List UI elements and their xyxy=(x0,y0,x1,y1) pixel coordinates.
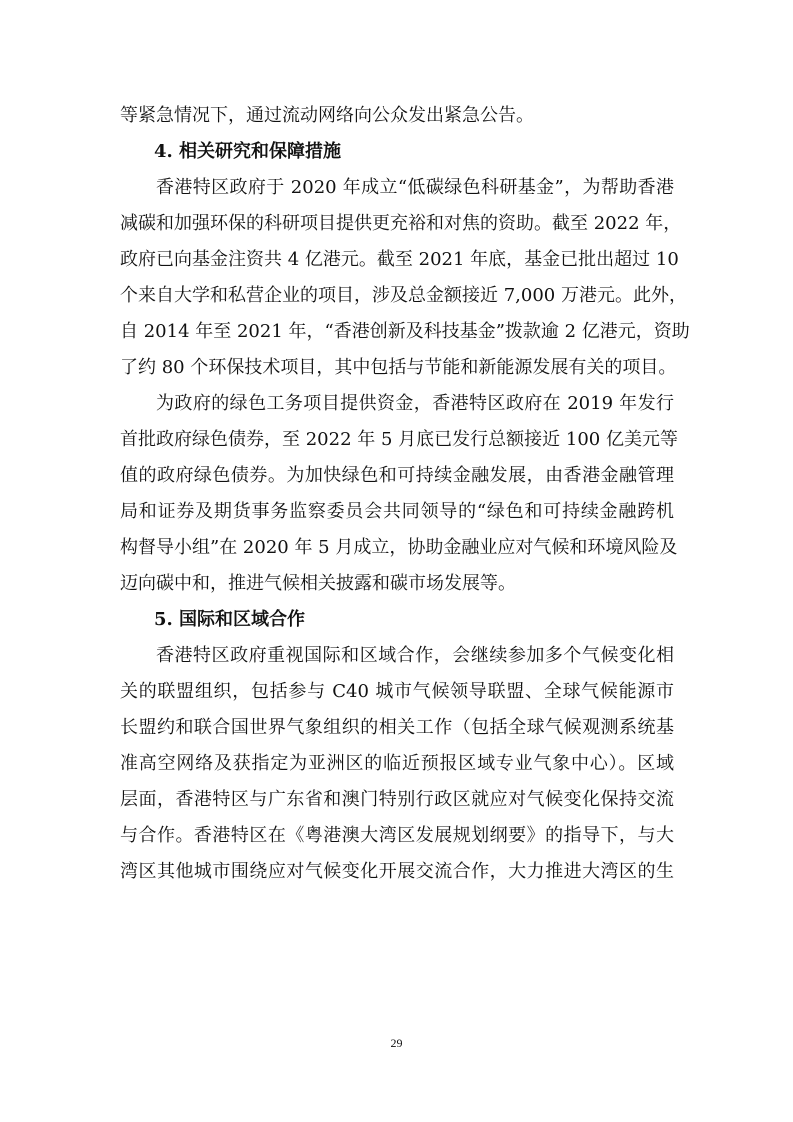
text-line: 局和证券及期货事务监察委员会共同领导的“绿色和可持续金融跨机 xyxy=(120,501,674,522)
page-number: 29 xyxy=(390,1036,403,1050)
paragraph-continued xyxy=(120,98,674,134)
text-line: 湾区其他城市围绕应对气候变化开展交流合作，大力推进大湾区的生 xyxy=(120,861,674,882)
text-line: 等紧急情况下，通过流动网络向公众发出紧急公告。 xyxy=(120,105,534,126)
text-line: 与合作。香港特区在《粤港澳大湾区发展规划纲要》的指导下，与大 xyxy=(120,825,674,846)
text-line: 香港特区政府重视国际和区域合作，会继续参加多个气候变化相 xyxy=(156,645,674,666)
section-heading-5: 5. 国际和区域合作 xyxy=(154,609,306,630)
body-text xyxy=(120,98,690,890)
paragraph-green-bonds xyxy=(120,386,678,602)
text-line: 为政府的绿色工务项目提供资金，香港特区政府在 2019 年发行 xyxy=(156,393,674,414)
text-line: 政府已向基金注资共 4 亿港元。截至 2021 年底，基金已批出超过 10 xyxy=(120,249,679,270)
text-line: 自 2014 年至 2021 年，“香港创新及科技基金”拨款逾 2 亿港元，资助 xyxy=(120,321,690,342)
text-line: 了约 80 个环保技术项目，其中包括与节能和新能源发展有关的项目。 xyxy=(120,357,677,378)
text-line: 香港特区政府于 2020 年成立“低碳绿色科研基金”，为帮助香港 xyxy=(156,177,674,198)
paragraph-international-cooperation xyxy=(120,638,674,890)
text-line: 长盟约和联合国世界气象组织的相关工作（包括全球气候观测系统基 xyxy=(120,717,674,738)
text-line: 减碳和加强环保的科研项目提供更充裕和对焦的资助。截至 2022 年， xyxy=(120,213,682,234)
text-line: 关的联盟组织，包括参与 C40 城市气候领导联盟、全球气候能源市 xyxy=(120,681,674,702)
section-heading-4: 4. 相关研究和保障措施 xyxy=(154,141,342,162)
text-line: 准高空网络及获指定为亚洲区的临近预报区域专业气象中心）。区域 xyxy=(120,753,674,774)
text-line: 首批政府绿色债券，至 2022 年 5 月底已发行总额接近 100 亿美元等 xyxy=(120,429,678,450)
text-line: 构督导小组”在 2020 年 5 月成立，协助金融业应对气候和环境风险及 xyxy=(120,537,678,558)
text-line: 个来自大学和私营企业的项目，涉及总金额接近 7,000 万港元。此外， xyxy=(120,285,687,306)
text-line: 层面，香港特区与广东省和澳门特别行政区就应对气候变化保持交流 xyxy=(120,789,674,810)
paragraph-research-fund xyxy=(120,170,690,386)
text-line: 迈向碳中和，推进气候相关披露和碳市场发展等。 xyxy=(120,573,516,594)
text-line: 值的政府绿色债券。为加快绿色和可持续金融发展，由香港金融管理 xyxy=(120,465,674,486)
